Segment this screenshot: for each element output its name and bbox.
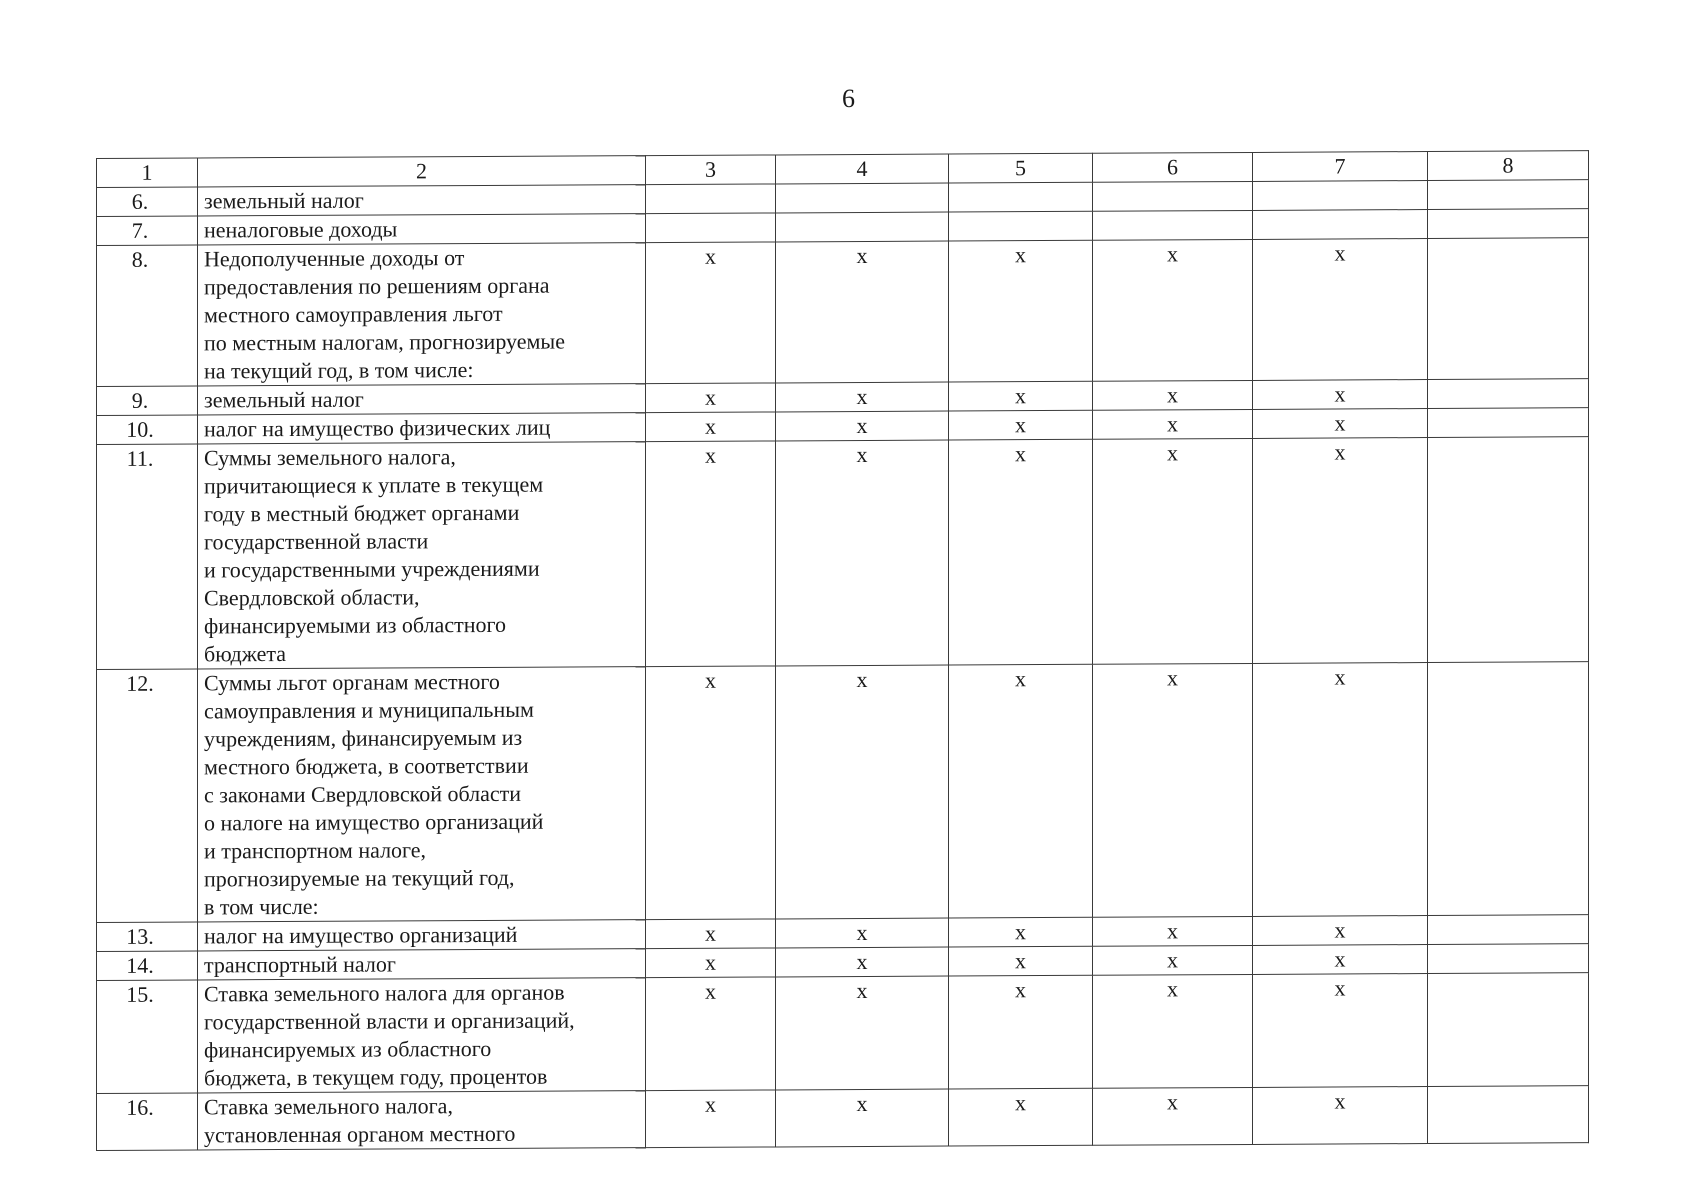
row-description: Ставка земельного налога, установленная органом местного <box>198 1091 646 1150</box>
cell-col-6: х <box>1093 380 1253 410</box>
cell-col-4: х <box>776 918 949 948</box>
row-number: 8. <box>97 245 198 387</box>
row-number: 16. <box>97 1093 198 1151</box>
cell-col-8 <box>1428 238 1589 380</box>
column-header: 2 <box>198 156 646 187</box>
cell-col-7: х <box>1253 239 1428 381</box>
row-description: транспортный налог <box>198 949 646 980</box>
cell-col-4: х <box>776 665 949 919</box>
row-number: 10. <box>97 415 198 445</box>
cell-col-8 <box>1428 180 1589 210</box>
table-row <box>97 437 1589 670</box>
column-header: 1 <box>97 158 198 188</box>
cell-col-5 <box>949 211 1093 241</box>
cell-col-5: х <box>949 975 1093 1089</box>
cell-col-3 <box>646 184 776 214</box>
cell-col-6: х <box>1093 974 1253 1088</box>
data-table <box>96 150 1589 1151</box>
cell-col-3: х <box>646 977 776 1091</box>
cell-col-8 <box>1428 379 1589 409</box>
cell-col-8 <box>1428 209 1589 239</box>
cell-col-3: х <box>646 666 776 920</box>
cell-col-8 <box>1428 915 1589 945</box>
row-number: 15. <box>97 980 198 1094</box>
cell-col-3: х <box>646 948 776 978</box>
cell-col-7: х <box>1253 409 1428 439</box>
cell-col-5: х <box>949 439 1093 665</box>
cell-col-8 <box>1428 973 1589 1087</box>
row-description: Ставка земельного налога для органов государственной власти и организаций, финансируемых из областного бюджета, в текущем году, процентов <box>198 978 646 1093</box>
cell-col-6: х <box>1093 1087 1253 1145</box>
cell-col-7: х <box>1253 945 1428 975</box>
cell-col-6: х <box>1093 409 1253 439</box>
column-header: 5 <box>949 153 1093 183</box>
row-description: налог на имущество физических лиц <box>198 413 646 444</box>
table-row <box>97 662 1589 923</box>
row-number: 13. <box>97 922 198 952</box>
cell-col-6: х <box>1093 663 1253 917</box>
cell-col-5: х <box>949 946 1093 976</box>
column-header: 8 <box>1428 151 1589 181</box>
cell-col-3: х <box>646 441 776 667</box>
page-number: 6 <box>842 84 855 113</box>
column-header: 7 <box>1253 152 1428 182</box>
cell-col-8 <box>1428 662 1589 916</box>
cell-col-5: х <box>949 381 1093 411</box>
cell-col-3: х <box>646 919 776 949</box>
cell-col-7 <box>1253 181 1428 211</box>
cell-col-6: х <box>1093 916 1253 946</box>
cell-col-7: х <box>1253 380 1428 410</box>
row-number: 12. <box>97 669 198 923</box>
cell-col-4: х <box>776 241 949 383</box>
cell-col-8 <box>1428 408 1589 438</box>
cell-col-7: х <box>1253 974 1428 1088</box>
cell-col-8 <box>1428 1086 1589 1144</box>
cell-col-7: х <box>1253 438 1428 664</box>
cell-col-3: х <box>646 1090 776 1148</box>
row-description: Суммы льгот органам местного самоуправления и муниципальным учреждениям, финансируемым из местного бюджета, в соответствии с законами Свердловской области о налоге на имущество организаций и транспортном налоге, прогнозируемые на текущий год, в том числе: <box>198 667 646 922</box>
cell-col-7: х <box>1253 663 1428 917</box>
cell-col-7: х <box>1253 916 1428 946</box>
cell-col-6: х <box>1093 438 1253 664</box>
cell-col-6 <box>1093 210 1253 240</box>
column-header: 6 <box>1093 152 1253 182</box>
cell-col-3 <box>646 213 776 243</box>
cell-col-4: х <box>776 382 949 412</box>
cell-col-8 <box>1428 437 1589 663</box>
row-description: Суммы земельного налога, причитающиеся к уплате в текущем году в местный бюджет органами государственной власти и государственными учреждениями Свердловской области, финансируемыми из областного бюджета <box>198 442 646 669</box>
cell-col-6: х <box>1093 239 1253 381</box>
row-description: земельный налог <box>198 384 646 415</box>
cell-col-4: х <box>776 411 949 441</box>
row-number: 14. <box>97 951 198 981</box>
cell-col-7 <box>1253 210 1428 240</box>
row-description: земельный налог <box>198 185 646 216</box>
cell-col-3: х <box>646 383 776 413</box>
row-number: 6. <box>97 187 198 217</box>
table-row <box>97 1086 1589 1151</box>
cell-col-5: х <box>949 240 1093 382</box>
row-number: 9. <box>97 386 198 416</box>
cell-col-5: х <box>949 1088 1093 1146</box>
column-header: 3 <box>646 155 776 185</box>
cell-col-4: х <box>776 947 949 977</box>
table-row <box>97 973 1589 1094</box>
column-header: 4 <box>776 154 949 184</box>
cell-col-4: х <box>776 1089 949 1147</box>
row-number: 7. <box>97 216 198 246</box>
cell-col-5: х <box>949 410 1093 440</box>
cell-col-4: х <box>776 976 949 1090</box>
row-description: Недополученные доходы от предоставления по решениям органа местного самоуправления льгот по местным налогам, прогнозируемые на текущий год, в том числе: <box>198 243 646 386</box>
cell-col-4: х <box>776 440 949 666</box>
cell-col-4 <box>776 212 949 242</box>
cell-col-5: х <box>949 917 1093 947</box>
cell-col-3: х <box>646 412 776 442</box>
row-description: неналоговые доходы <box>198 214 646 245</box>
cell-col-8 <box>1428 944 1589 974</box>
cell-col-5 <box>949 182 1093 212</box>
row-number: 11. <box>97 444 198 670</box>
cell-col-4 <box>776 183 949 213</box>
row-description: налог на имущество организаций <box>198 920 646 951</box>
table-row <box>97 238 1589 387</box>
cell-col-6 <box>1093 181 1253 211</box>
cell-col-6: х <box>1093 945 1253 975</box>
cell-col-5: х <box>949 664 1093 918</box>
cell-col-7: х <box>1253 1087 1428 1145</box>
cell-col-3: х <box>646 242 776 384</box>
